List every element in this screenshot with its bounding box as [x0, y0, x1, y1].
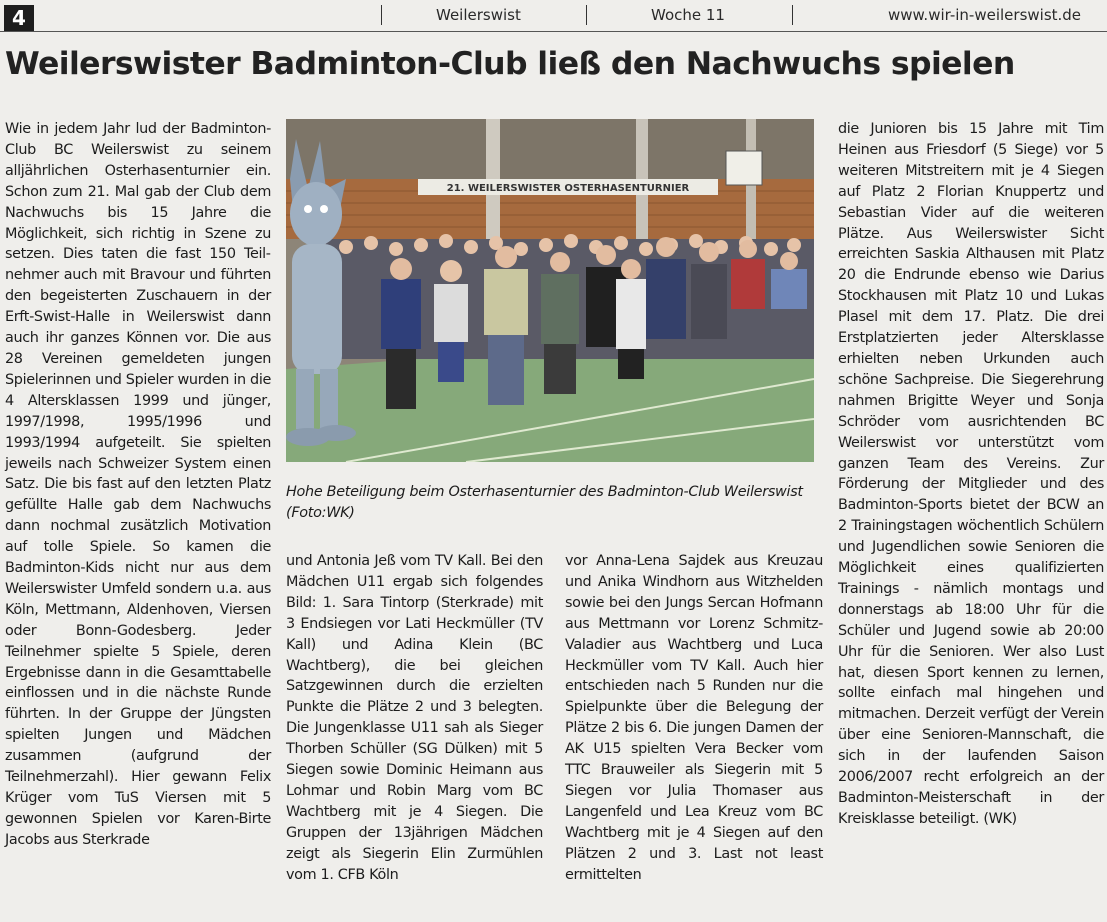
- header-divider: [586, 5, 587, 25]
- article-photo: [286, 119, 814, 462]
- article-column-3: vor Anna-Lena Sajdek aus Kreuzau und Anika Windhorn aus Witzhelden sowie bei den Jungs Sercan Hofmann aus Mettmann vor Lorenz Schmitz-Valadier aus Wachtberg und Luca Heckmüller vom TV Kall. Auch hier entschieden nach 5 Runden nur die Spielpunkte über die Belegung der Plätze 2 bis 6. Die jungen Damen der AK U15 spielten Vera Becker vom TTC Brauweiler als Siegerin mit 5 Siegen vor Julia Thomaser aus Langenfeld und Lea Kreuz vom BC Wachtberg mit je 4 Siegen auf den Plätzen 2 und 3. Last not least ermittelten: [565, 553, 823, 883]
- headline: Weilerswister Badminton-Club ließ den Nachwuchs spielen: [5, 46, 1015, 82]
- header-url: www.wir-in-weilerswist.de: [888, 6, 1082, 24]
- page-number: 4: [4, 5, 34, 31]
- header-rule: [0, 31, 1107, 32]
- photo-banner: 21. WEILERSWISTER OSTERHASENTURNIER: [446, 183, 690, 194]
- header-divider: [381, 5, 382, 25]
- article-column-4: die Junioren bis 15 Jahre mit Tim Heinen aus Friesdorf (5 Siege) vor 5 weiteren Mitstreitern mit je 4 Siegen auf Platz 2 Florian Knuppertz und Sebastian Vider auf die weiteren Plätze. Aus Weilerswister Sicht erreichten Saskia Althausen mit Platz 20 die Endrunde ebenso wie Darius Stockhausen mit Platz 10 und Lukas Plasel mit dem 17. Platz. Die drei Erstplatzierten jeder Altersklasse erhielten neben Urkunden auch schöne Sachpreise. Die Siegerehrung nahmen Brigitte Weyer und Sonja Schröder vom ausrichtenden BC Weilerswist vor unterstützt vom ganzen Team des Vereins. Zur Förderung der Mitglieder und des Badminton-Sports bietet der BCW an 2 Trainingstagen wöchentlich Schülern und Jugendlichen sowie Senioren die Möglichkeit eines qualifizierten Trainings - nämlich montags und donnerstags ab 18:00 Uhr für die Schüler und Jugend sowie ab 20:00 Uhr für die Senioren. Wer also Lust hat, diesen Sport kennen zu lernen, sollte einfach mal hingehen und mitmachen. Derzeit verfügt der Verein über eine Senioren-Mannschaft, die sich in der laufenden Saison 2006/2007 recht erfolgreich an der Badminton-Meisterschaft in der Kreisklasse beteiligt. (WK): [838, 121, 1104, 827]
- header-section: Weilerswist: [436, 6, 521, 24]
- photo-caption: Hohe Beteiligung beim Osterhasenturnier des Badminton-Club Weilerswist (Foto:WK): [286, 484, 803, 521]
- article-column-2: und Antonia Jeß vom TV Kall. Bei den Mädchen U11 ergab sich folgendes Bild: 1. Sara Tintorp (Sterkrade) mit 3 Endsiegen vor Lati Heckmüller (TV Kall) und Adina Klein (BC Wachtberg), die bei gleichen Satzgewinnen durch die erzielten Punkte die Plätze 2 und 3 belegten. Die Jungenklasse U11 sah als Sieger Thorben Schüller (SG Dülken) mit 5 Siegen sowie Dominic Heimann aus Lohmar und Robin Marg vom BC Wachtberg mit je 4 Siegen. Die Gruppen der 13jährigen Mädchen zeigt als Siegerin Elin Zurmühlen vom 1. CFB Köln: [286, 553, 543, 883]
- page-header: [0, 0, 1107, 32]
- article-column-1: Wie in jedem Jahr lud der Badminton-Club BC Weilerswist zu seinem alljährlichen Osterhasenturnier ein. Schon zum 21. Mal gab der Club dem Nachwuchs bis 15 Jahre die Möglichkeit, sich richtig in Szene zu setzen. Dies taten die fast 150 Teilnehmer auch mit Bravour und führten den begeisterten Zuschauern in der Erft-Swist-Halle in Weilerswist dann auch ihr ganzes Können vor. Die aus 28 Vereinen gemeldeten jungen Spielerinnen und Spieler wurden in die 4 Altersklassen 1999 und jünger, 1997/1998, 1995/1996 und 1993/1994 aufgeteilt. Sie spielten jeweils nach Schweizer System einen Satz. Die bis fast auf den letzten Platz gefüllte Halle gab dem Nachwuchs dann nochmal zusätzlich Motivation auf tolle Spiele. So kamen die Badminton-Kids nicht nur aus dem Weilerswister Umfeld sondern u.a. aus Köln, Mettmann, Aldenhoven, Viersen oder Bonn-Godesberg. Jeder Teilnehmer spielte 5 Spiele, deren Ergebnisse dann in die Gesamttabelle einflossen und in die nächste Runde führten. In der Gruppe der Jüngsten spielten Jungen und Mädchen zusammen (aufgrund der Teilnehmerzahl). Hier gewann Felix Krüger vom TuS Viersen mit 5 gewonnen Spielen vor Karen-Birte Jacobs aus Sterkrade: [5, 121, 271, 848]
- header-issue: Woche 11: [651, 6, 725, 24]
- header-divider: [792, 5, 793, 25]
